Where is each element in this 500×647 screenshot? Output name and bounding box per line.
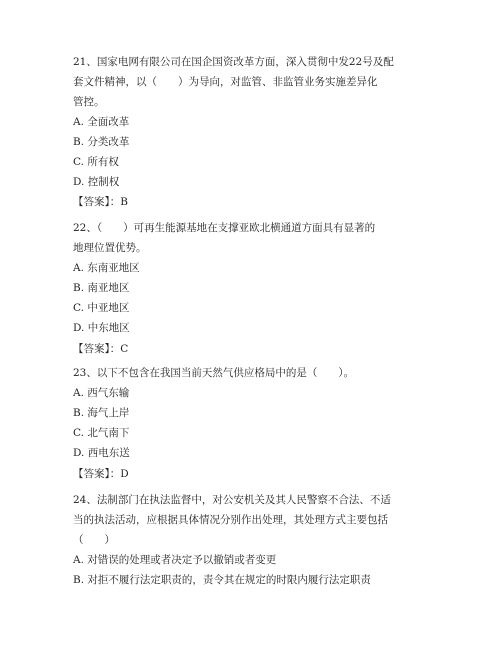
option-b: B. 南亚地区 [73,282,130,294]
question-24 [73,490,433,590]
option-c: C. 中亚地区 [73,302,130,314]
question-stem: 套文件精神，以（ ）为导向，对监管、非监管业务实施差异化 [73,76,378,88]
answer-23: 【答案】：D [73,468,129,480]
option-a: A. 西气东输 [73,387,130,399]
question-stem: 地理位置优势。 [73,242,147,254]
question-stem: 23、以下不包含在我国当前天然气供应格局中的是（ ）。 [73,367,355,379]
option-a: A. 全面改革 [73,116,130,128]
option-d: D. 中东地区 [73,322,130,334]
question-22 [73,218,433,338]
question-stem: （ ） [73,534,115,546]
option-c: C. 所有权 [73,156,119,168]
question-23 [73,363,433,463]
answer-22: 【答案】：C [73,343,129,355]
option-d: D. 控制权 [73,176,120,188]
option-b: B. 海气上岸 [73,407,130,419]
option-a: A. 对错误的处理或者决定予以撤销或者变更 [73,554,277,566]
option-b: B. 对拒不履行法定职责的，责令其在规定的时限内履行法定职责 [73,574,371,586]
question-stem: 当的执法活动，应根据具体情况分别作出处理，其处理方式主要包括 [73,514,388,526]
answer-21: 【答案】：B [73,196,128,208]
question-21 [73,52,433,192]
question-stem: 22、（ ）可再生能源基地在支撑亚欧北横通道方面具有显著的 [73,222,376,234]
option-d: D. 西电东送 [73,447,130,459]
option-a: A. 东南亚地区 [73,262,140,274]
option-b: B. 分类改革 [73,136,130,148]
option-c: C. 北气南下 [73,427,130,439]
question-stem: 21、国家电网有限公司在国企国资改革方面，深入贯彻中发22号及配 [73,56,394,68]
question-stem: 管控。 [73,96,105,108]
question-stem: 24、法制部门在执法监督中，对公安机关及其人民警察不合法、不适 [73,494,391,506]
